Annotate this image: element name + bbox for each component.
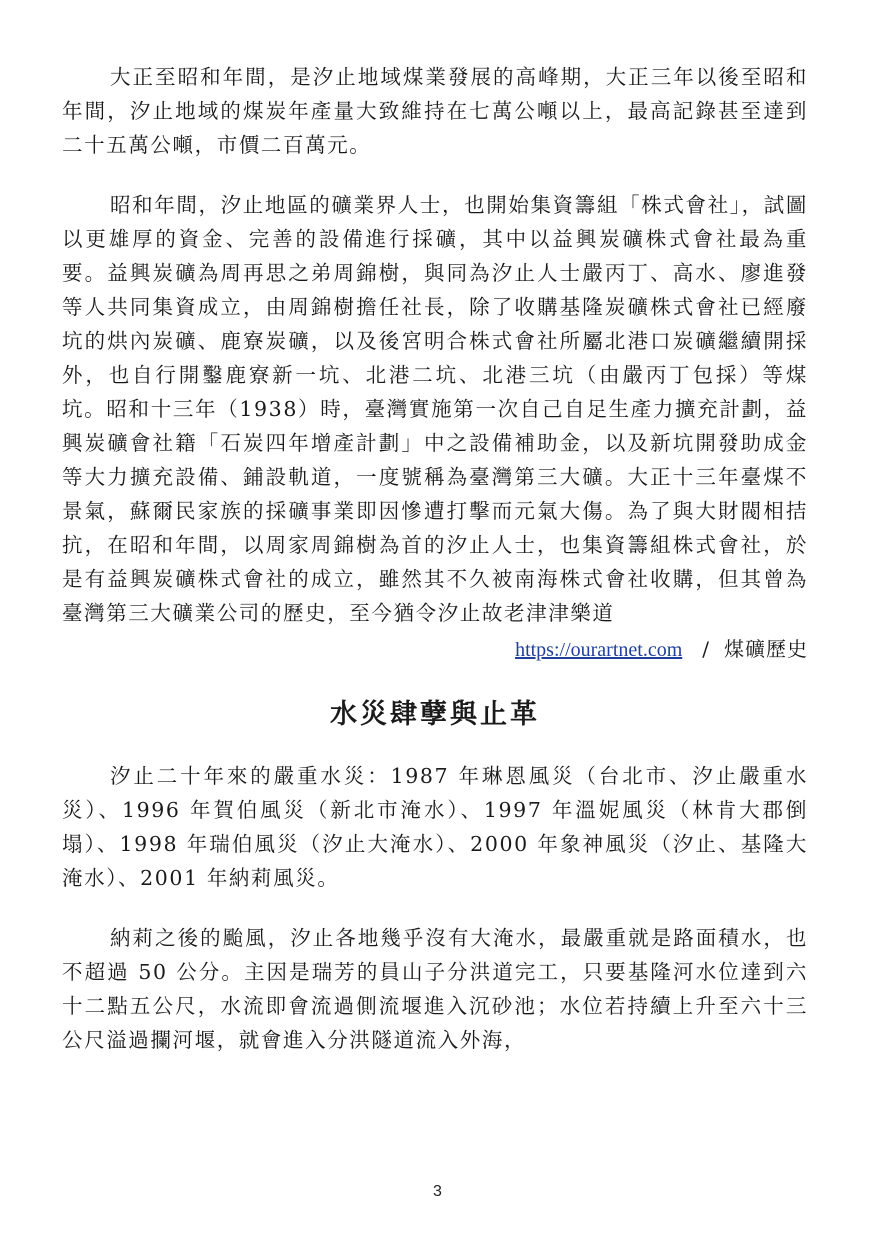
document-page xyxy=(62,60,808,1057)
source-citation xyxy=(62,634,808,665)
flood-section xyxy=(62,695,808,1057)
yixing-mining-paragraph: 昭和年間，汐止地區的礦業界人士，也開始集資籌組「株式會社」，試圖以更雄厚的資金、完善的設備進行採礦，其中以益興炭礦株式會社最為重要。益興炭礦為周再思之弟周錦樹，與同為汐止人士嚴丙丁、高水、廖進發等人共同集資成立，由周錦樹擔任社長，除了收購基隆炭礦株式會社已經廢坑的烘內炭礦、鹿寮炭礦，以及後宮明合株式會社所屬北港口炭礦繼續開採外，也自行開鑿鹿寮新一坑、北港二坑、北港三坑（由嚴丙丁包採）等煤坑。昭和十三年（1938）時，臺灣實施第一次自己自足生產力擴充計劃，益興炭礦會社籍「石炭四年增產計劃」中之設備補助金，以及新坑開發助成金等大力擴充設備、鋪設軌道，一度號稱為臺灣第三大礦。大正十三年臺煤不景氣，蘇爾民家族的採礦事業即因慘遭打擊而元氣大傷。為了與大財閥相拮抗，在昭和年間，以周家周錦樹為首的汐止人士，也集資籌組株式會社，於是有益興炭礦株式會社的成立，雖然其不久被南海株式會社收購，但其曾為臺灣第三大礦業公司的歷史，至今猶令汐止故老津津樂道 xyxy=(62,193,808,625)
flood-history-paragraph: 汐止二十年來的嚴重水災：1987 年琳恩風災（台北市、汐止嚴重水災）、1996 年賀伯風災（新北市淹水）、1997 年溫妮風災（林肯大郡倒塌）、1998 年瑞伯風災（汐止大淹水）、2000 年象神風災（汐止、基隆大淹水）、2001 年納莉風災。 xyxy=(62,764,808,890)
source-link[interactable]: https://ourartnet.com xyxy=(515,639,683,661)
source-separator: / xyxy=(702,637,710,661)
flood-diversion-paragraph: 納莉之後的颱風，汐止各地幾乎沒有大淹水，最嚴重就是路面積水，也不超過 50 公分。主因是瑞芳的員山子分洪道完工，只要基隆河水位達到六十二點五公尺，水流即會流過側流堰進入沉砂池；水位若持續上升至六十三公尺溢過攔河堰，就會進入分洪隧道流入外海， xyxy=(62,926,808,1052)
coal-history-section xyxy=(62,60,808,665)
section-title: 水災肆孽與止革 xyxy=(330,699,540,730)
coal-peak-paragraph: 大正至昭和年間，是汐止地域煤業發展的高峰期，大正三年以後至昭和年間，汐止地域的煤炭年產量大致維持在七萬公噸以上，最高記錄甚至達到二十五萬公噸，市價二百萬元。 xyxy=(62,65,808,157)
source-label: 煤礦歷史 xyxy=(724,637,808,661)
page-number: 3 xyxy=(433,1183,442,1200)
